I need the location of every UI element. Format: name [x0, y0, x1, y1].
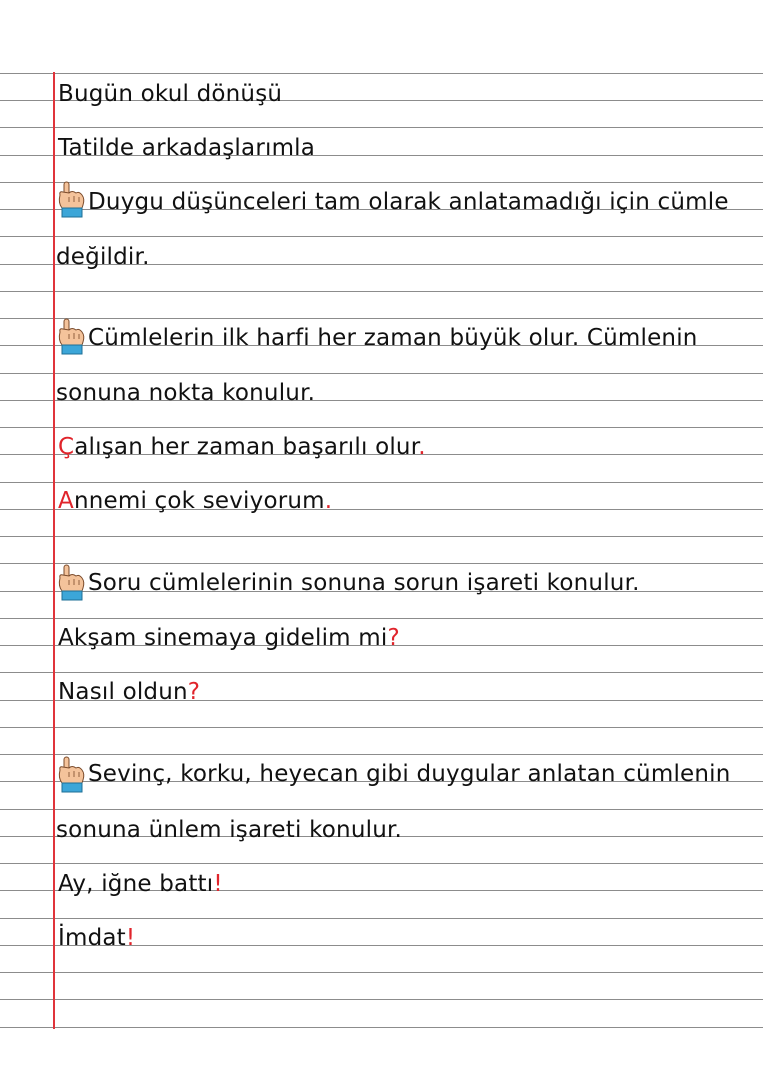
text-line: Soru cümlelerinin sonuna sorun işareti konulur.: [88, 570, 640, 596]
text-line: sonuna nokta konulur.: [56, 380, 316, 406]
sentence-end-mark: !: [125, 925, 136, 951]
rule-line: [0, 918, 763, 919]
rule-line: [0, 427, 763, 428]
rule-line: [0, 727, 763, 728]
rule-line: [0, 291, 763, 292]
rule-line: [0, 563, 763, 564]
text-line: Cümlelerin ilk harfi her zaman büyük olur. Cümlenin: [88, 325, 698, 351]
text-line: Duygu düşünceleri tam olarak anlatamadığı için cümle: [88, 189, 729, 215]
rule-line: [0, 536, 763, 537]
sentence-body: Nasıl oldun: [58, 679, 188, 705]
rule-line: [0, 318, 763, 319]
sentence-body: İmdat: [58, 925, 126, 951]
sentence-end-mark: .: [324, 488, 333, 514]
sentence-end-mark: !: [213, 871, 223, 897]
pointing-hand-icon: [56, 318, 86, 356]
pointing-hand-icon: [56, 756, 86, 794]
rule-line: [0, 482, 763, 483]
rule-line: [0, 754, 763, 755]
rule-line: [0, 618, 763, 619]
pointing-hand-icon: [56, 564, 86, 602]
sentence-end-mark: ?: [387, 625, 400, 651]
rule-line: [0, 236, 763, 237]
text-line: [58, 433, 426, 461]
text-line: Bugün okul dönüşü: [58, 81, 283, 107]
capital-letter: A: [58, 488, 74, 514]
text-line: [58, 870, 223, 898]
rule-line: [0, 1027, 763, 1028]
rule-line: [0, 373, 763, 374]
rule-line: [0, 809, 763, 810]
text-line: [58, 924, 135, 952]
sentence-end-mark: .: [418, 434, 426, 460]
rule-line: [0, 672, 763, 673]
text-line: Sevinç, korku, heyecan gibi duygular anlatan cümlenin: [88, 761, 731, 787]
pointing-hand-icon: [56, 181, 86, 219]
rule-line: [0, 863, 763, 864]
text-line: değildir.: [56, 244, 150, 270]
sentence-body: alışan her zaman başarılı olur: [74, 434, 419, 460]
margin-line: [53, 72, 55, 1029]
text-line: [58, 678, 200, 706]
sentence-end-mark: ?: [187, 679, 201, 705]
text-line: Tatilde arkadaşlarımla: [58, 135, 316, 161]
rule-line: [0, 999, 763, 1000]
rule-line: [0, 127, 763, 128]
text-line: [58, 624, 400, 652]
rule-line: [0, 73, 763, 74]
rule-line: [0, 972, 763, 973]
text-line: sonuna ünlem işareti konulur.: [56, 817, 403, 843]
capital-letter: Ç: [58, 434, 75, 460]
sentence-body: Ay, iğne battı: [58, 871, 214, 897]
sentence-body: Akşam sinemaya gidelim mi: [58, 625, 388, 651]
sentence-body: nnemi çok seviyorum: [73, 488, 325, 514]
text-line: [58, 487, 332, 515]
rule-line: [0, 182, 763, 183]
